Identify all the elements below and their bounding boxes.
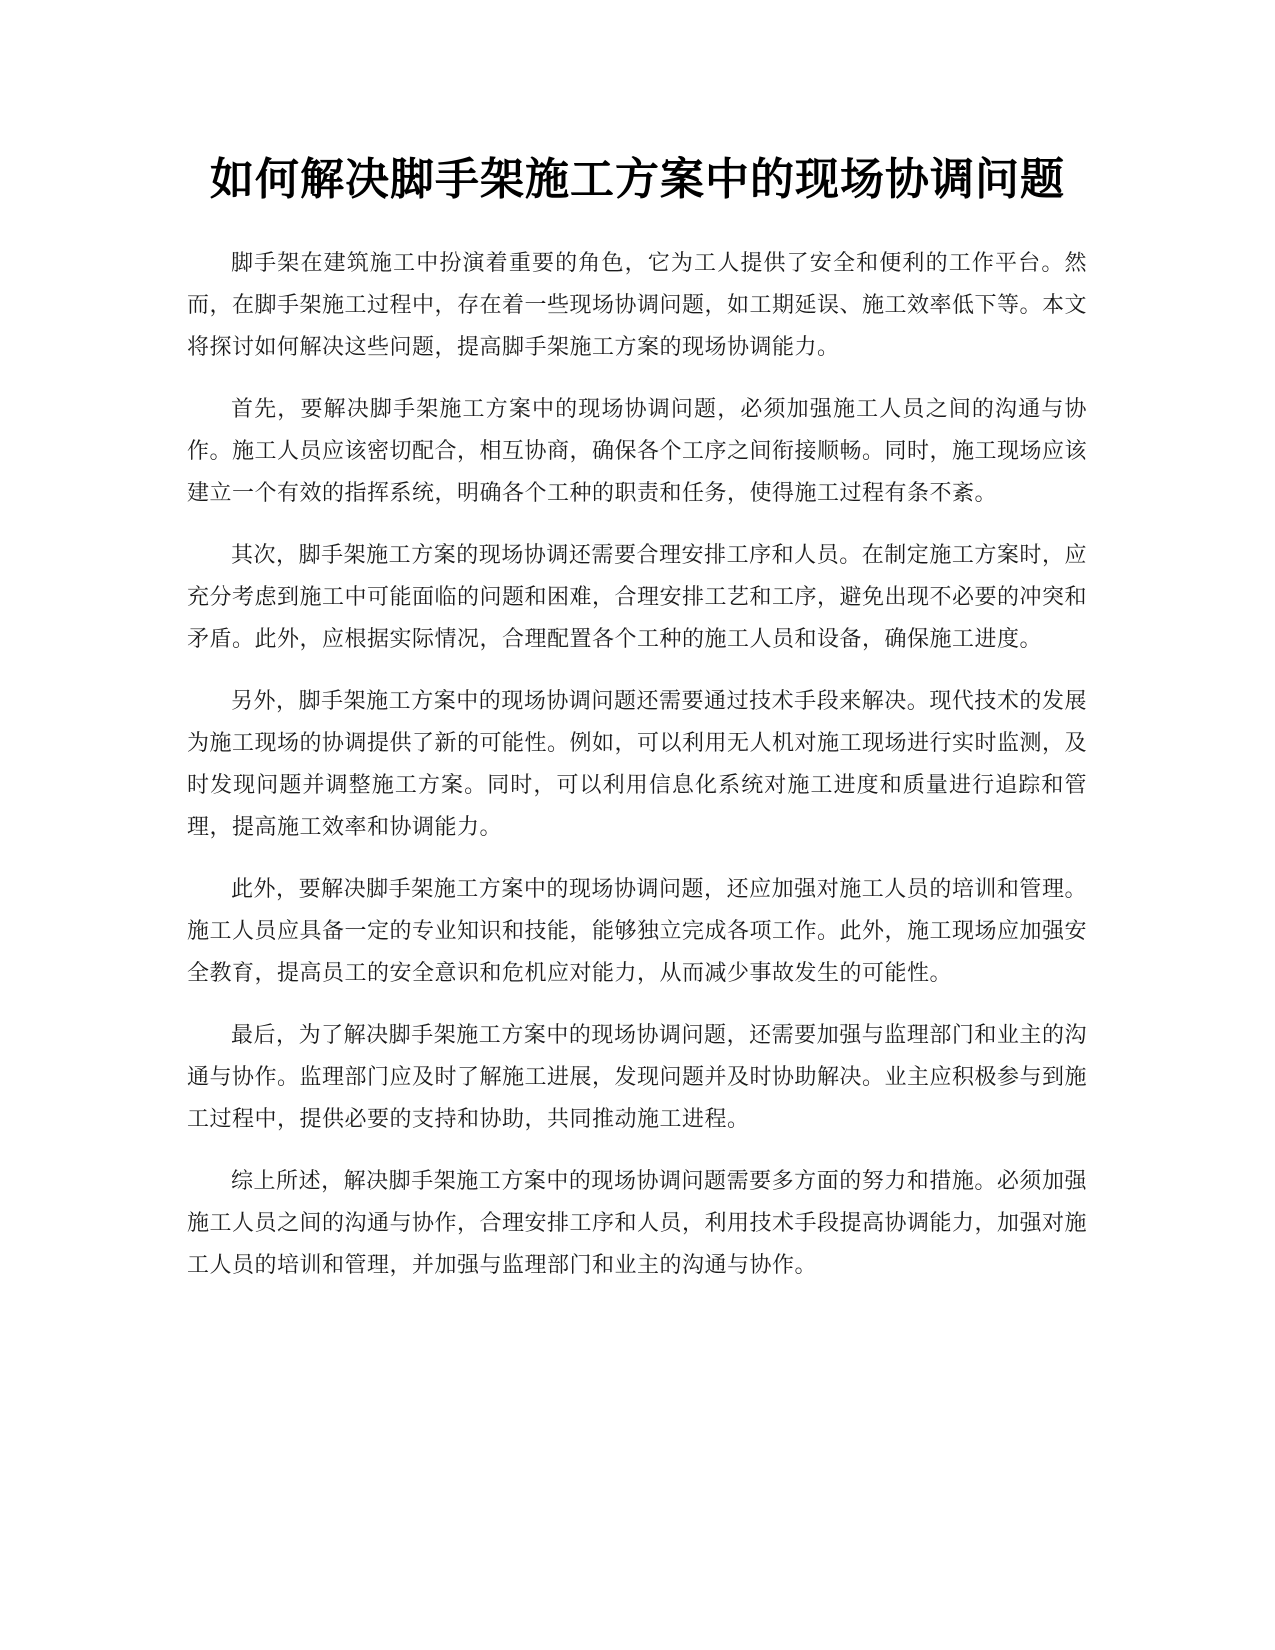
paragraph-technology: 另外，脚手架施工方案中的现场协调问题还需要通过技术手段来解决。现代技术的发展为施工现场的协调提供了新的可能性。例如，可以利用无人机对施工现场进行实时监测，及时发现问题并调整施工方案。同时，可以利用信息化系统对施工进度和质量进行追踪和管理，提高施工效率和协调能力。	[187, 689, 1088, 840]
paragraph-intro: 脚手架在建筑施工中扮演着重要的角色，它为工人提供了安全和便利的工作平台。然而，在脚手架施工过程中，存在着一些现场协调问题，如工期延误、施工效率低下等。本文将探讨如何解决这些问题，提高脚手架施工方案的现场协调能力。	[187, 251, 1088, 360]
paragraph-arrangement: 其次，脚手架施工方案的现场协调还需要合理安排工序和人员。在制定施工方案时，应充分考虑到施工中可能面临的问题和困难，合理安排工艺和工序，避免出现不必要的冲突和矛盾。此外，应根据实际情况，合理配置各个工种的施工人员和设备，确保施工进度。	[187, 543, 1088, 652]
paragraph-supervision: 最后，为了解决脚手架施工方案中的现场协调问题，还需要加强与监理部门和业主的沟通与协作。监理部门应及时了解施工进展，发现问题并及时协助解决。业主应积极参与到施工过程中，提供必要的支持和协助，共同推动施工进程。	[187, 1023, 1088, 1132]
paragraph-training: 此外，要解决脚手架施工方案中的现场协调问题，还应加强对施工人员的培训和管理。施工人员应具备一定的专业知识和技能，能够独立完成各项工作。此外，施工现场应加强安全教育，提高员工的安全意识和危机应对能力，从而减少事故发生的可能性。	[187, 877, 1088, 986]
paragraph-communication: 首先，要解决脚手架施工方案中的现场协调问题，必须加强施工人员之间的沟通与协作。施工人员应该密切配合，相互协商，确保各个工序之间衔接顺畅。同时，施工现场应该建立一个有效的指挥系统，明确各个工种的职责和任务，使得施工过程有条不紊。	[187, 397, 1088, 506]
document-title: 如何解决脚手架施工方案中的现场协调问题	[210, 154, 1065, 205]
document-body	[187, 243, 1087, 1307]
paragraph-conclusion: 综上所述，解决脚手架施工方案中的现场协调问题需要多方面的努力和措施。必须加强施工人员之间的沟通与协作，合理安排工序和人员，利用技术手段提高协调能力，加强对施工人员的培训和管理，并加强与监理部门和业主的沟通与协作。	[187, 1169, 1088, 1278]
